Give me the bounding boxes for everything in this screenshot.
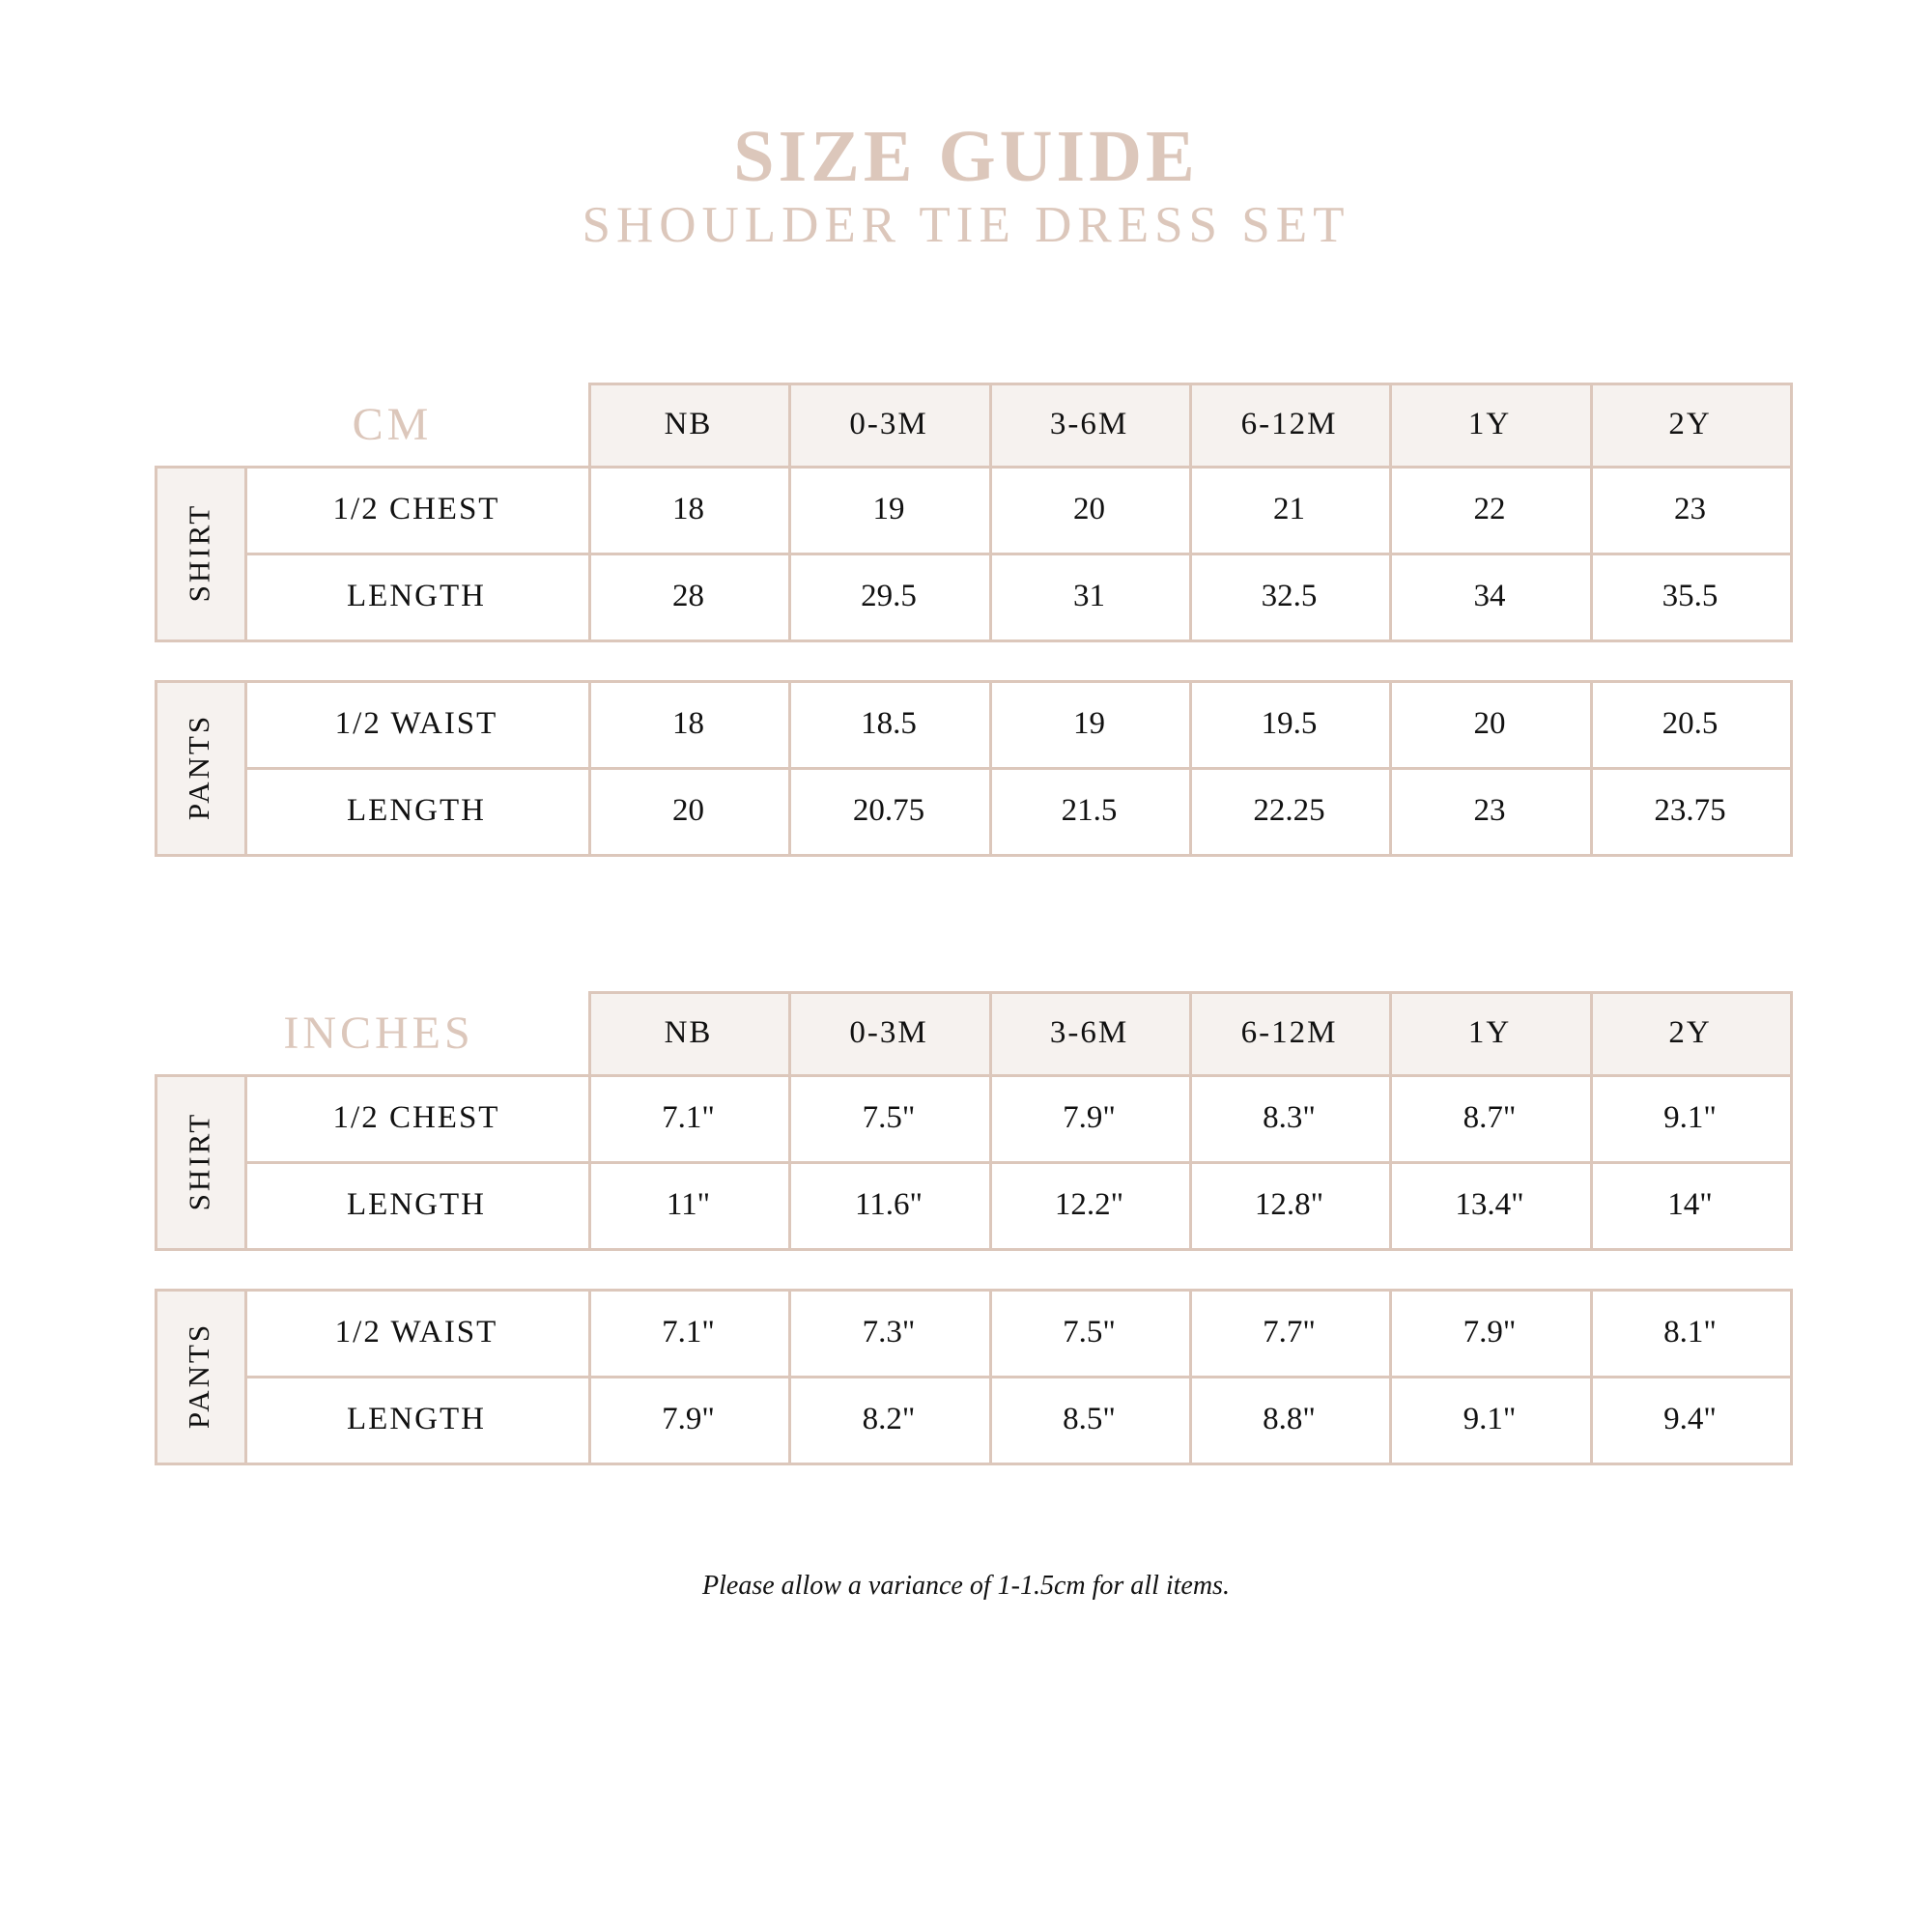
measurement-value: 21.5 <box>1061 792 1118 828</box>
measurement-value: 7.9" <box>1463 1314 1517 1350</box>
group-label-text: PANTS <box>182 713 216 821</box>
measurement-value: 7.1" <box>662 1099 715 1135</box>
variance-footnote: Please allow a variance of 1-1.5cm for all items. <box>702 1571 1230 1601</box>
measurement-label: 1/2 CHEST <box>332 491 500 526</box>
page-subtitle: SHOULDER TIE DRESS SET <box>582 197 1350 253</box>
measurement-value: 22 <box>1473 491 1506 526</box>
size-header-1y: 1Y <box>1467 406 1512 441</box>
measurement-value: 20 <box>1473 705 1506 741</box>
measurement-value: 35.5 <box>1662 578 1719 613</box>
measurement-label: 1/2 CHEST <box>332 1099 500 1135</box>
measurement-value: 18 <box>672 491 704 526</box>
measurement-value: 23.75 <box>1654 792 1726 828</box>
measurement-label: 1/2 WAIST <box>334 705 498 741</box>
measurement-value: 19 <box>1073 705 1105 741</box>
measurement-value: 12.2" <box>1054 1186 1124 1222</box>
measurement-value: 20 <box>1073 491 1105 526</box>
measurement-value: 14" <box>1667 1186 1713 1222</box>
measurement-label: LENGTH <box>347 1186 486 1222</box>
unit-label: CM <box>352 398 433 450</box>
measurement-value: 12.8" <box>1254 1186 1324 1222</box>
measurement-value: 19 <box>872 491 905 526</box>
measurement-value: 23 <box>1473 792 1506 828</box>
measurement-value: 20.75 <box>852 792 925 828</box>
group-label-text: SHIRT <box>182 502 216 603</box>
group-label-pants <box>155 680 244 854</box>
measurement-value: 8.7" <box>1463 1099 1517 1135</box>
measurement-value: 7.5" <box>862 1099 916 1135</box>
size-header-6-12m: 6-12M <box>1240 406 1338 441</box>
group-label-shirt <box>155 1074 244 1248</box>
measurement-label: LENGTH <box>347 1401 486 1436</box>
size-header-1y: 1Y <box>1467 1014 1512 1050</box>
measurement-value: 31 <box>1073 578 1105 613</box>
measurement-value: 7.3" <box>862 1314 916 1350</box>
measurement-value: 23 <box>1674 491 1706 526</box>
measurement-value: 11.6" <box>855 1186 923 1222</box>
measurement-value: 7.5" <box>1063 1314 1116 1350</box>
unit-label: INCHES <box>283 1007 474 1059</box>
group-label-text: SHIRT <box>182 1111 216 1211</box>
group-label-shirt <box>155 466 244 639</box>
group-label-pants <box>155 1289 244 1463</box>
measurement-label: LENGTH <box>347 578 486 613</box>
measurement-value: 8.5" <box>1063 1401 1116 1436</box>
measurement-value: 18.5 <box>861 705 917 741</box>
size-header-2y: 2Y <box>1668 406 1712 441</box>
measurement-label: 1/2 WAIST <box>334 1314 498 1350</box>
measurement-value: 8.1" <box>1663 1314 1717 1350</box>
group-label-text: PANTS <box>182 1321 216 1430</box>
measurement-value: 28 <box>672 578 704 613</box>
size-header-nb: NB <box>664 406 713 441</box>
measurement-value: 21 <box>1273 491 1305 526</box>
measurement-value: 20 <box>672 792 704 828</box>
size-header-0-3m: 0-3M <box>849 406 928 441</box>
measurement-value: 8.3" <box>1263 1099 1316 1135</box>
size-header-3-6m: 3-6M <box>1049 1014 1129 1050</box>
size-header-nb: NB <box>664 1014 713 1050</box>
measurement-value: 7.9" <box>1063 1099 1116 1135</box>
measurement-label: LENGTH <box>347 792 486 828</box>
measurement-value: 7.9" <box>662 1401 715 1436</box>
measurement-value: 22.25 <box>1253 792 1325 828</box>
measurement-value: 18 <box>672 705 704 741</box>
measurement-value: 34 <box>1473 578 1506 613</box>
measurement-value: 9.4" <box>1663 1401 1717 1436</box>
measurement-value: 13.4" <box>1455 1186 1524 1222</box>
measurement-value: 7.7" <box>1263 1314 1316 1350</box>
measurement-value: 19.5 <box>1261 705 1318 741</box>
measurement-value: 29.5 <box>861 578 917 613</box>
size-header-0-3m: 0-3M <box>849 1014 928 1050</box>
measurement-value: 11" <box>666 1186 711 1222</box>
measurement-value: 8.2" <box>862 1401 916 1436</box>
measurement-value: 9.1" <box>1663 1099 1717 1135</box>
measurement-value: 20.5 <box>1662 705 1719 741</box>
measurement-value: 32.5 <box>1261 578 1318 613</box>
measurement-value: 8.8" <box>1263 1401 1316 1436</box>
size-header-6-12m: 6-12M <box>1240 1014 1338 1050</box>
measurement-value: 7.1" <box>662 1314 715 1350</box>
size-header-3-6m: 3-6M <box>1049 406 1129 441</box>
size-header-2y: 2Y <box>1668 1014 1712 1050</box>
page-title: SIZE GUIDE <box>733 116 1199 197</box>
measurement-value: 9.1" <box>1463 1401 1517 1436</box>
